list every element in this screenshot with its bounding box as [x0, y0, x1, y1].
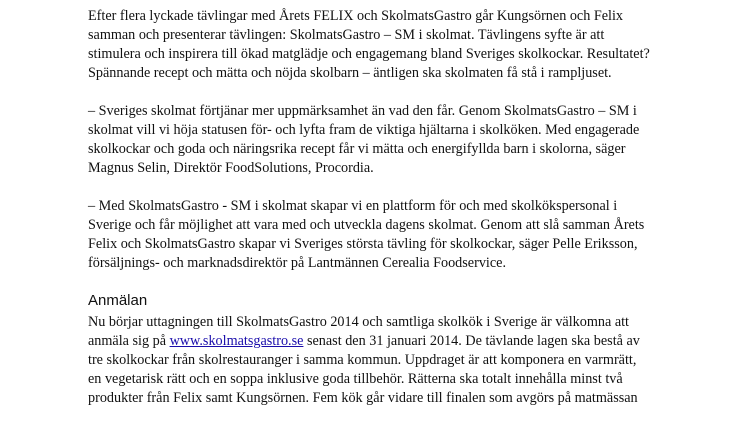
skolmatsgastro-link[interactable]: www.skolmatsgastro.se: [169, 333, 304, 349]
text-line: Sverige och får möjlighet att vara med och utveckla dagens skolmat. Genom att slå samman Årets: [88, 217, 645, 233]
text-segment: anmäla sig på: [88, 333, 170, 349]
text-line: Spännande recept och mätta och nöjda skolbarn – äntligen ska skolmaten få stå i rampljuset.: [88, 65, 612, 81]
text-segment: senast den 31 januari 2014. De tävlande lagen ska bestå av: [303, 333, 640, 349]
text-line: – Med SkolmatsGastro - SM i skolmat skapar vi en plattform för och med skolkökspersonal i: [88, 198, 618, 214]
text-line: en vegetarisk rätt och en soppa inklusive goda tillbehör. Rätterna ska totalt innehålla minst två: [88, 371, 623, 387]
text-line: stimulera och inspirera till ökad matglädje och engagemang bland Sveriges skolkockar. Resultatet?: [88, 46, 650, 62]
quote-paragraph-selin: [88, 102, 688, 178]
text-line: tre skolkockar från skolrestauranger i samma kommun. Uppdraget är att komponera en varmrätt,: [88, 352, 637, 368]
text-line: skolkockar och goda och näringsrika recept får vi mätta och energifyllda barn i skolorna, säger: [88, 141, 626, 157]
anmalan-paragraph: [88, 313, 688, 408]
document-page: [88, 7, 688, 427]
text-line: samman och presenterar tävlingen: SkolmatsGastro – SM i skolmat. Tävlingens syfte är att: [88, 27, 605, 43]
section-heading-anmalan: Anmälan: [88, 292, 148, 309]
text-line: Nu börjar uttagningen till SkolmatsGastro 2014 och samtliga skolkök i Sverige är välkomna att: [88, 314, 630, 330]
text-line: Efter flera lyckade tävlingar med Årets FELIX och SkolmatsGastro går Kungsörnen och Felix: [88, 8, 624, 24]
text-line: – Sveriges skolmat förtjänar mer uppmärksamhet än vad den får. Genom SkolmatsGastro – SM i: [88, 103, 637, 119]
text-line: skolmat vill vi höja statusen för- och lyfta fram de viktiga hjältarna i skolköken. Med engagerade: [88, 122, 640, 138]
quote-paragraph-eriksson: [88, 197, 688, 273]
text-line: Magnus Selin, Direktör FoodSolutions, Procordia.: [88, 160, 374, 176]
intro-paragraph: [88, 7, 688, 83]
text-line: produkter från Felix samt Kungsörnen. Fem kök går vidare till finalen som avgörs på matmässan: [88, 390, 638, 406]
text-line: försäljnings- och marknadsdirektör på Lantmännen Cerealia Foodservice.: [88, 255, 506, 271]
text-line-with-link: [88, 332, 688, 351]
text-line: Felix och SkolmatsGastro skapar vi Sveriges största tävling för skolkockar, säger Pelle Eriksson,: [88, 236, 638, 252]
